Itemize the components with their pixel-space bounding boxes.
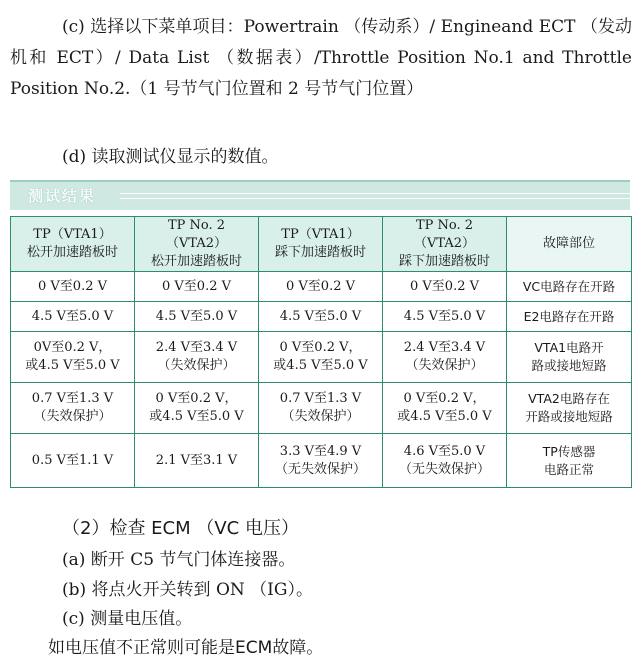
table-cell: 4.5 V至5.0 V [135, 302, 259, 332]
table-row [11, 272, 632, 302]
table-row [11, 383, 632, 434]
table-cell: 4.5 V至5.0 V [383, 302, 507, 332]
results-banner [10, 180, 630, 210]
header-fault-location: 故障部位 [507, 217, 632, 272]
results-title: 测试结果 [28, 187, 97, 205]
table-cell-fault: E2电路存在开路 [507, 302, 632, 332]
table-cell-fault: TP传感器 电路正常 [507, 434, 632, 488]
table-cell: 2.4 V至3.4 V （失效保护） [383, 332, 507, 383]
step-a-text: (a) 断开 C5 节气门体连接器。 [62, 550, 296, 570]
table-cell: 0 V至0.2 V [383, 272, 507, 302]
table-cell: 0 V至0.2 V [259, 272, 383, 302]
table-row [11, 302, 632, 332]
table-header-row [11, 217, 632, 272]
table-cell-fault: VTA1电路开 路或接地短路 [507, 332, 632, 383]
header-vta1-released: TP（VTA1） 松开加速踏板时 [11, 217, 135, 272]
table-cell: 0.5 V至1.1 V [11, 434, 135, 488]
banner-divider [120, 198, 630, 199]
table-cell: 0.7 V至1.3 V （失效保护） [259, 383, 383, 434]
table-cell-fault: VTA2电路存在 开路或接地短路 [507, 383, 632, 434]
table-cell: 0 V至0.2 V [11, 272, 135, 302]
table-cell-fault: VC电路存在开路 [507, 272, 632, 302]
note-text: 如电压值不正常则可能是ECM故障。 [48, 638, 324, 658]
table-cell: 4.6 V至5.0 V （无失效保护） [383, 434, 507, 488]
table-cell: 0V至0.2 V， 或4.5 V至5.0 V [11, 332, 135, 383]
table-row [11, 332, 632, 383]
table-cell: 0 V至0.2 V [135, 272, 259, 302]
table-cell: 3.3 V至4.9 V （无失效保护） [259, 434, 383, 488]
header-vta2-released: TP No. 2（VTA2） 松开加速踏板时 [135, 217, 259, 272]
table-cell: 0 V至0.2 V， 或4.5 V至5.0 V [259, 332, 383, 383]
table-cell: 0.7 V至1.3 V （失效保护） [11, 383, 135, 434]
header-vta2-pressed: TP No. 2（VTA2） 踩下加速踏板时 [383, 217, 507, 272]
section-heading: （2）检查 ECM （VC 电压） [62, 518, 299, 539]
table-cell: 0 V至0.2 V， 或4.5 V至5.0 V [135, 383, 259, 434]
table-cell: 4.5 V至5.0 V [259, 302, 383, 332]
table-cell: 2.1 V至3.1 V [135, 434, 259, 488]
step-c-text: (c) 测量电压值。 [62, 609, 193, 629]
step-b-text: (b) 将点火开关转到 ON （IG）。 [62, 580, 313, 600]
step-d-paragraph: (d) 读取测试仪显示的数值。 [62, 147, 279, 167]
banner-divider [120, 193, 630, 194]
table-cell: 2.4 V至3.4 V （失效保护） [135, 332, 259, 383]
header-vta1-pressed: TP（VTA1） 踩下加速踏板时 [259, 217, 383, 272]
table-cell: 0 V至0.2 V， 或4.5 V至5.0 V [383, 383, 507, 434]
results-table [10, 216, 632, 488]
table-cell: 4.5 V至5.0 V [11, 302, 135, 332]
step-c-paragraph: (c) 选择以下菜单项目：Powertrain （传动系）/ Engineand ECT （发动机和 ECT）/ Data List （数据表）/Throttle Position No.1 and Throttle Position No.2.（1 号节气门位置和 2 号节气门位置） [10, 17, 632, 99]
table-row [11, 434, 632, 488]
